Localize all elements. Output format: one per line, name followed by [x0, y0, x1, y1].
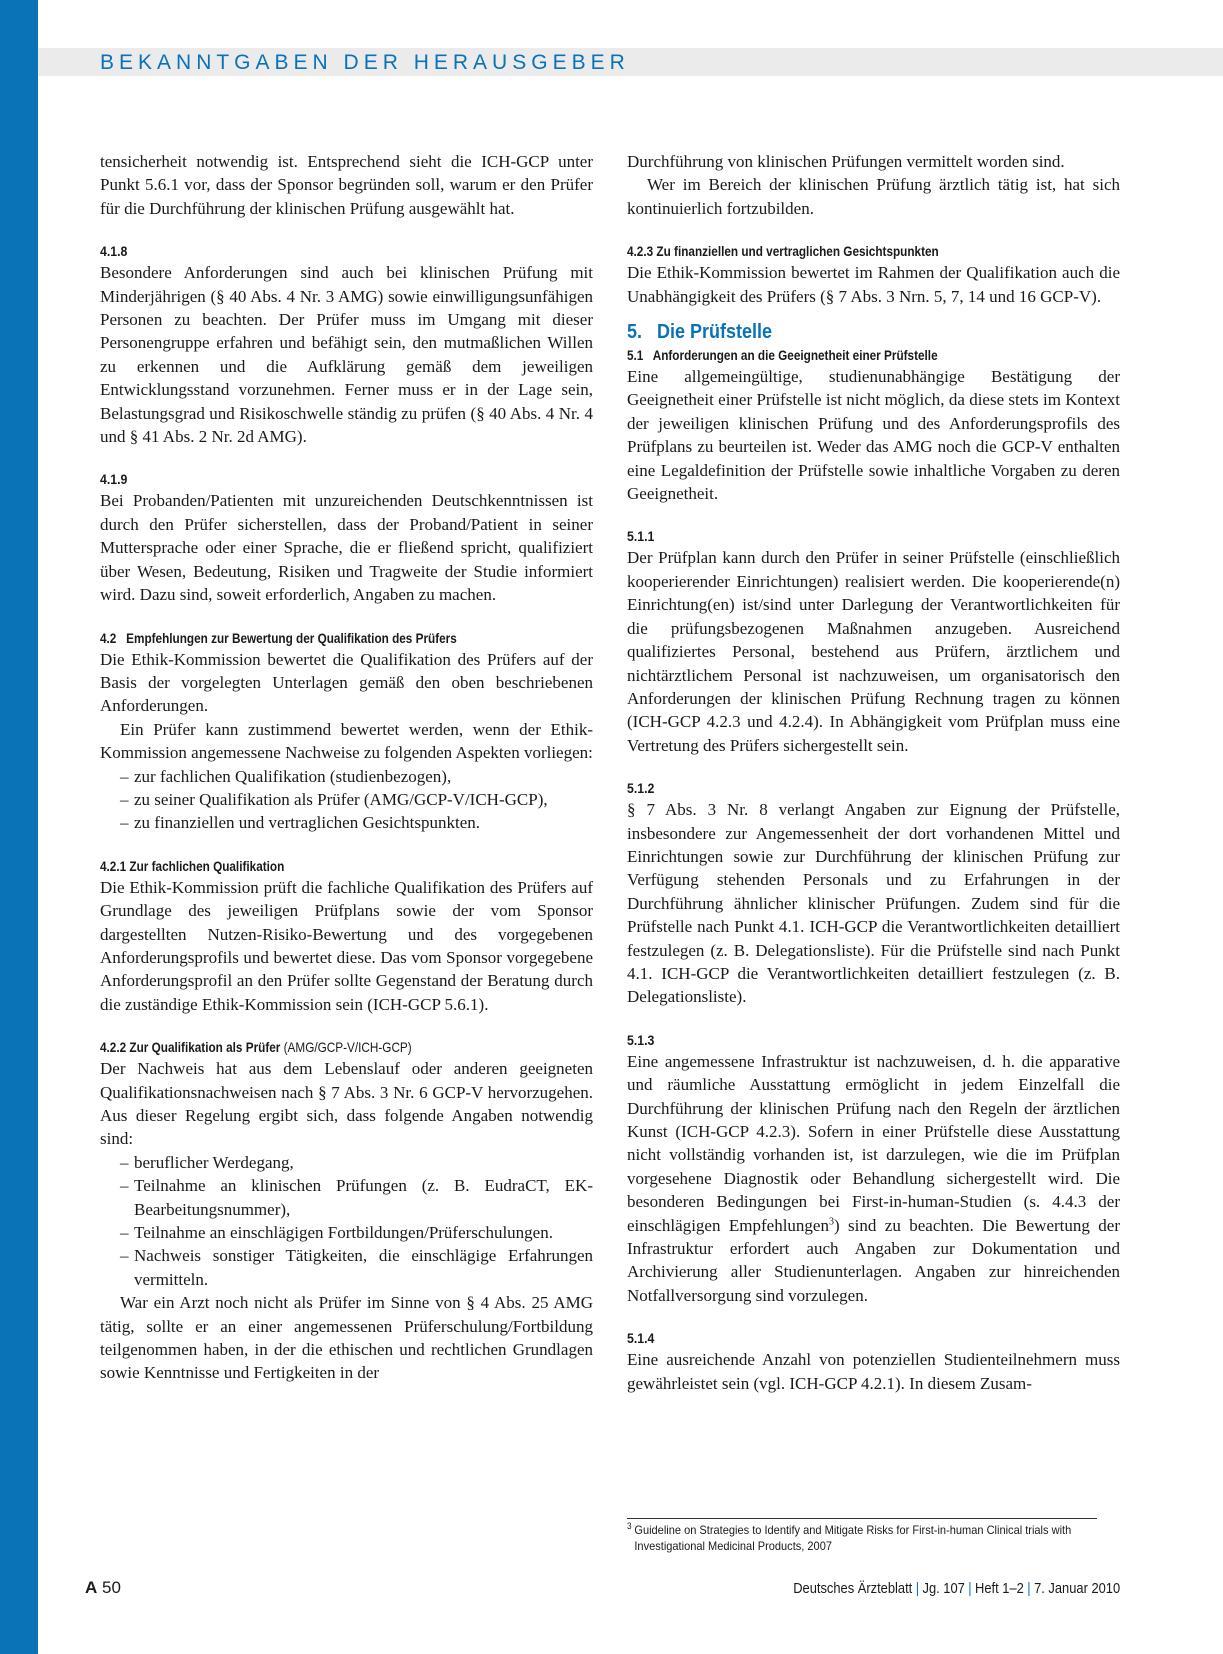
heading-4-2-1: 4.2.1 Zur fachlichen Qualifikation [100, 857, 285, 874]
heading-4-2-3: 4.2.3 Zu finanziellen und vertraglichen Gesichtspunkten [627, 243, 939, 260]
paragraph: Eine allgemeingültige, studienunabhängige Bestätigung der Geeignetheit einer Prüfstelle ist nicht möglich, da diese stets im Kontext der jeweiligen klinischen Prüfung und des Anforderungsprofils des Prüfplans zu beurteilen ist. Weder das AMG noch die GCP-V enthalten eine Legaldefinition der Prüfstelle sowie inhaltliche Vorgaben zu deren Geeignetheit. [627, 367, 1120, 504]
heading-5-1-2: 5.1.2 [627, 780, 655, 797]
paragraph: Ein Prüfer kann zustimmend bewertet werden, wenn der Ethik-Kommission angemessene Nachweise zu folgenden Aspekten vorliegen: [100, 719, 593, 763]
paragraph: Besondere Anforderungen sind auch bei klinischen Prüfung mit Minderjährigen (§ 40 Abs. 4 Nr. 3 AMG) sowie einwilligungsunfähigen Personen zu beachten. Der Prüfer muss im Umgang mit dieser Personengruppe erfahren und befähigt sein, den mutmaßlichen Willen zu erkennen und die Aufklärung gemäß dem jeweiligen Entwicklungsstand vorzunehmen. Ferner muss er in der Lage sein, Belastungsgrad und Risikoschwelle ständig zu prüfen (§ 40 Abs. 4 Nr. 4 und § 41 Abs. 2 Nr. 2d AMG). [100, 263, 593, 447]
page-number: A 50 [85, 1578, 121, 1597]
footnote-reference: 3 [828, 1215, 834, 1227]
journal-citation: Deutsches Ärzteblatt | Jg. 107 | Heft 1–2 | 7. Januar 2010 [793, 1580, 1120, 1597]
paragraph: Die Ethik-Kommission bewertet im Rahmen der Qualifikation auch die Unabhängigkeit des Prüfers (§ 7 Abs. 3 Nrn. 5, 7, 14 und 16 GCP-V). [627, 263, 1120, 306]
section-header-title: BEKANNTGABEN DER HERAUSGEBER [100, 51, 630, 74]
heading-4-2-2: 4.2.2 Zur Qualifikation als Prüfer (AMG/GCP-V/ICH-GCP) [100, 1039, 412, 1056]
left-accent-bar [0, 0, 38, 1654]
paragraph: Die Ethik-Kommission bewertet die Qualifikation des Prüfers auf der Basis der vorgelegten Unterlagen gemäß den oben beschriebenen Anforderungen. [100, 649, 593, 716]
paragraph: Eine angemessene Infrastruktur ist nachzuweisen, d. h. die apparative und räumliche Ausstattung ermöglicht in jedem Einzelfall die Durchführung der klinischen Prüfung nach den Regeln der ärztlichen Kunst (ICH-GCP 4.2.3). Sofern in einer Prüfstelle diese Ausstattung nicht vollständig vorhanden ist, ist darzulegen, wie die im Prüfplan vorgesehene Diagnostik oder Behandlung sichergestellt wird. Die besonderen Bedingungen bei First-in-human-Studien (s. 4.4.3 der einschlägigen Empfehlungen$^3$) sind zu beachten. Die Bewertung der Infrastruktur erfordert auch Angaben zur Dokumentation und Archivierung aller Studienunterlagen. Angaben zur hinreichenden Notfallversorgung sind vorzulegen. [627, 1051, 1120, 1305]
list-item: – zu seiner Qualifikation als Prüfer (AMG/GCP-V/ICH-GCP), [120, 789, 548, 809]
list-item: – beruflicher Werdegang, [120, 1152, 294, 1172]
list-item: – Teilnahme an klinischen Prüfungen (z. B. EudraCT, EK-Bearbeitungsnummer), [120, 1176, 593, 1219]
list-item: – Teilnahme an einschlägigen Fortbildungen/Prüferschulungen. [120, 1223, 553, 1243]
right-column [627, 150, 1120, 1395]
paragraph: Eine ausreichende Anzahl von potenziellen Studienteilnehmern muss gewährleistet sein (vgl. ICH-GCP 4.2.1). In diesem Zusam- [627, 1350, 1120, 1393]
list-4-2-2 [100, 1151, 593, 1291]
heading-5-1-4: 5.1.4 [627, 1330, 655, 1347]
heading-4-2: 4.2 Empfehlungen zur Bewertung der Qualifikation des Prüfers [100, 629, 457, 646]
paragraph: tensicherheit notwendig ist. Entsprechend sieht die ICH-GCP unter Punkt 5.6.1 vor, dass der Sponsor begründen soll, warum er den Prüfer für die Durchführung der klinischen Prüfung ausgewählt hat. [100, 152, 593, 218]
list-4-2 [100, 765, 593, 835]
paragraph: Wer im Bereich der klinischen Prüfung ärztlich tätig ist, hat sich kontinuierlich fortzubilden. [627, 175, 1120, 218]
paragraph: Durchführung von klinischen Prüfungen vermittelt worden sind. [627, 152, 1065, 171]
paragraph: War ein Arzt noch nicht als Prüfer im Sinne von § 4 Abs. 25 AMG tätig, sollte er an einer angemessenen Prüferschulung/Fortbildung teilgenommen haben, in der die ethischen und rechtlichen Grundlagen sowie Kenntnisse und Fertigkeiten in der [100, 1293, 593, 1383]
heading-4-1-9: 4.1.9 [100, 471, 128, 488]
paragraph: Der Nachweis hat aus dem Lebenslauf oder anderen geeigneten Qualifikationsnachweisen nach § 7 Abs. 3 Nr. 6 GCP-V hervorzugehen. Aus dieser Regelung ergibt sich, dass folgende Angaben notwendig sind: [100, 1059, 593, 1149]
list-item: – Nachweis sonstiger Tätigkeiten, die einschlägige Erfahrungen vermitteln. [120, 1246, 593, 1289]
paragraph: Bei Probanden/Patienten mit unzureichenden Deutschkenntnissen ist durch den Prüfer sicherstellen, dass der Proband/Patient in seiner Muttersprache oder einer Sprache, die er fließend spricht, qualifiziert über Wesen, Bedeutung, Risiken und Tragweite der Studie informiert wird. Dazu sind, soweit erforderlich, Angaben zu machen. [100, 491, 593, 605]
list-item: – zu finanziellen und vertraglichen Gesichtspunkten. [120, 813, 481, 833]
heading-5-1-1: 5.1.1 [627, 528, 655, 545]
section-heading-5: 5. Die Prüfstelle [627, 321, 773, 344]
paragraph: § 7 Abs. 3 Nr. 8 verlangt Angaben zur Eignung der Prüfstelle, insbesondere zur Angemessenheit der dort vorhandenen Mittel und Einrichtungen sowie zur Durchführung der klinischen Prüfung zur Verfügung stehenden Personals und zu Erfahrungen in der Durchführung ähnlicher klinischer Prüfungen. Zudem sind für die Prüfstelle nach Punkt 4.1. ICH-GCP die Verantwortlichkeiten detailliert festzulegen (z. B. Delegationsliste). Für die Prüfstelle sind nach Punkt 4.1. ICH-GCP die Verantwortlichkeiten detailliert festzulegen (z. B. Delegationsliste). [627, 800, 1120, 1007]
heading-5-1: 5.1 Anforderungen an die Geeignetheit einer Prüfstelle [627, 347, 938, 364]
footnote-rule [627, 1518, 1097, 1519]
left-column [100, 150, 593, 1385]
heading-4-1-8: 4.1.8 [100, 243, 128, 260]
list-item: – zur fachlichen Qualifikation (studienbezogen), [120, 766, 452, 786]
footnote [627, 1518, 1120, 1554]
paragraph: Der Prüfplan kann durch den Prüfer in seiner Prüfstelle (einschließlich kooperierender Einrichtungen) realisiert werden. Die kooperierende(n) Einrichtung(en) ist/sind unter Darlegung der Verantwortlichkeiten für die prüfungsbezogenen Maßnahmen anzugeben. Ausreichend qualifiziertes Personal, bestehend aus Prüfern, ärztlichem und nichtärztlichem Personal ist nachzuweisen, um organisatorisch den Anforderungen der klinischen Prüfung Rechnung tragen zu können (ICH-GCP 4.2.3 und 4.2.4). In Abhängigkeit vom Prüfplan muss eine Vertretung des Prüfers sichergestellt sein. [627, 548, 1120, 755]
heading-5-1-3: 5.1.3 [627, 1031, 655, 1048]
footnote-text: 3 Guideline on Strategies to Identify and Mitigate Risks for First-in-human Clinical trials with Investigational Medicinal Products, 2007 [627, 1521, 1072, 1553]
paragraph: Die Ethik-Kommission prüft die fachliche Qualifikation des Prüfers auf Grundlage des jeweiligen Prüfplans sowie der vom Sponsor dargestellten Nutzen-Risiko-Bewertung und des vorgegebenen Anforderungsprofils und bewertet diese. Das vom Sponsor vorgegebene Anforderungsprofil an den Prüfer sollte Gegenstand der Beratung durch die zuständige Ethik-Kommission sein (ICH-GCP 5.6.1). [100, 877, 593, 1014]
